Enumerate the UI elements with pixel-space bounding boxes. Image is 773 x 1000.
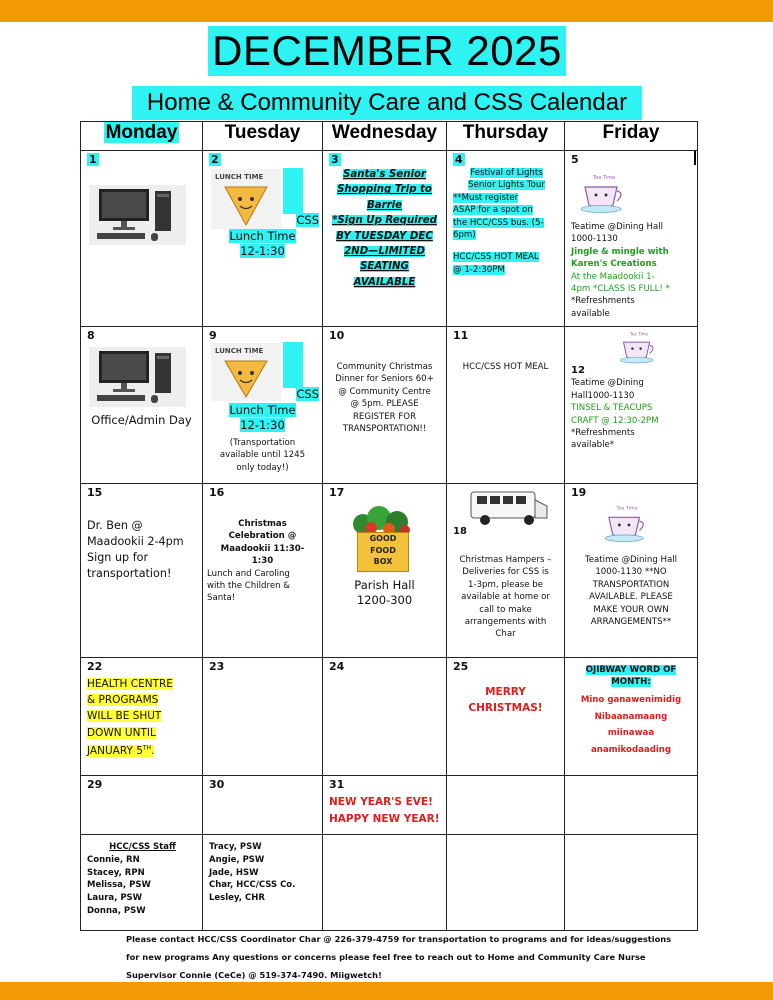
staff-member: Donna, PSW: [87, 905, 146, 916]
day-cell-9: [203, 327, 323, 484]
calendar-table: [80, 121, 698, 931]
staff-member: Jade, HSW: [209, 867, 259, 878]
day-number: 11: [453, 329, 469, 342]
day-cell-17: [323, 484, 447, 658]
parish-hall-event: Parish Hall 1200-300: [354, 578, 415, 607]
staff-member: Stacey, RPN: [87, 867, 145, 878]
event-text: Lunch Time: [229, 229, 296, 243]
day-cell-12: Tea Time 12 Teatime @Dining Hall1000-1130 TINSEL & TEACUPS CRAFT @ 12:30-2PM *Refreshments available*: [565, 327, 698, 484]
svg-text:Tea Time: Tea Time: [616, 506, 638, 512]
day-number: 16: [209, 486, 225, 499]
week-row-4: [81, 658, 698, 776]
community-dinner-event: Community Christmas Dinner for Seniors 60+ @ Community Centre @ 5pm. PLEASE REGISTER FOR TRANSPORTATION!!: [335, 362, 434, 435]
day-number: 17: [329, 486, 345, 499]
day-cell-31: [323, 776, 447, 835]
weekday-thursday: Thursday: [447, 122, 565, 151]
staff-list-2: [203, 835, 323, 931]
day-cell-3: [323, 151, 447, 327]
christmas-hampers-event: Christmas Hampers – Deliveries for CSS is 1-3pm, please be available at home or call to make arrangements with Char: [459, 555, 552, 640]
empty-cell: [565, 776, 698, 835]
staff-heading: HCC/CSS Staff: [109, 842, 176, 852]
day-cell-22: [81, 658, 203, 776]
event-text: HCC/CSS HOT MEAL: [462, 362, 549, 372]
day-cell-4: [447, 151, 565, 327]
day-number: 31: [329, 778, 345, 791]
computer-icon: [89, 347, 186, 407]
day-cell-23: [203, 658, 323, 776]
svg-text:Tea Time: Tea Time: [630, 331, 649, 337]
weekday-header-row: [81, 122, 698, 151]
teacup-icon: [579, 171, 629, 215]
week-row-1: [81, 151, 698, 327]
day-cell-19: [565, 484, 698, 658]
day-cell-2: [203, 151, 323, 327]
day-number: 12: [571, 365, 585, 376]
text-cursor: [694, 151, 696, 165]
top-orange-bar: [0, 0, 773, 22]
staff-row: [81, 835, 698, 931]
weekday-wednesday: Wednesday: [323, 122, 447, 151]
day-number: 19: [571, 486, 587, 499]
day-cell-30: [203, 776, 323, 835]
page-title: DECEMBER 2025: [208, 26, 566, 76]
svg-text:Tea Time: Tea Time: [593, 175, 616, 181]
css-highlight-block: [283, 342, 303, 388]
ojibway-word-text: Mino ganawenimidig Nibaanamaang miinawaa anamikodaading: [580, 695, 682, 755]
day-number: 8: [87, 329, 95, 342]
day-number: 29: [87, 778, 103, 791]
day-number: 23: [209, 660, 225, 673]
event-text: Office/Admin Day: [91, 413, 192, 427]
staff-member: Angie, PSW: [209, 854, 265, 865]
staff-member: Melissa, PSW: [87, 880, 151, 891]
day-cell-8: [81, 327, 203, 484]
day-number: 24: [329, 660, 345, 673]
day-number: 15: [87, 486, 103, 499]
staff-list-1: [81, 835, 203, 931]
event-text: CSS: [296, 213, 319, 227]
staff-member: Tracy, PSW: [209, 842, 262, 852]
dr-ben-event: Dr. Ben @ Maadookii 2-4pm Sign up for transportation!: [87, 519, 184, 580]
day-cell-11: [447, 327, 565, 484]
day-number: 2: [211, 153, 219, 166]
css-highlight-block: [283, 168, 303, 214]
day-cell-15: [81, 484, 203, 658]
empty-cell: [565, 835, 698, 931]
empty-cell: [323, 835, 447, 931]
staff-member: Laura, PSW: [87, 893, 143, 904]
footer-contact-info: Please contact HCC/CSS Coordinator Char @ 226-379-4759 for transportation to programs and for ideas/suggestions for new programs Any questions or concerns please feel free to reach out to Home and Community Care Nurse Supervisor Connie (CeCe) @ 519-374-7490. Miigwetch!: [126, 934, 672, 980]
day-cell-5: 5 Tea Time Teatime @Dining Hall 1000-1130 Jingle & mingle with Karen's Creations At the Maadookii 1- 4pm *CLASS IS FULL! * *Refreshments available: [565, 151, 698, 327]
good-food-box-icon: GOOD FOOD BOX: [349, 502, 415, 572]
staff-member: Char, HCC/CSS Co.: [209, 880, 296, 891]
transport-note: (Transportation available until 1245 only today!): [219, 438, 306, 473]
shutdown-notice: HEALTH CENTRE & PROGRAMS WILL BE SHUT DOWN UNTIL JANUARY 5TH.: [87, 678, 173, 758]
weekday-monday: Monday: [81, 122, 203, 151]
santa-shopping-trip-event: Santa's Senior Shopping Trip to Barrie *Sign Up Required BY TUESDAY DEC 2ND—LIMITED SEATING AVAILABLE: [332, 169, 437, 288]
ojibway-word-cell: [565, 658, 698, 776]
empty-cell: [447, 776, 565, 835]
week-row-5: [81, 776, 698, 835]
merry-christmas-text: MERRY CHRISTMAS!: [468, 686, 543, 714]
ojibway-word-heading: OJIBWAY WORD OF MONTH:: [585, 665, 677, 687]
day-cell-29: [81, 776, 203, 835]
day-cell-1: [81, 151, 203, 327]
event-text: CSS: [296, 387, 319, 401]
day-number: 5: [571, 153, 579, 166]
event-text: 12-1:30: [240, 244, 285, 258]
weekday-tuesday: Tuesday: [203, 122, 323, 151]
day-cell-16: [203, 484, 323, 658]
festival-of-lights-event: Festival of Lights Senior Lights Tour **Must register ASAP for a spot on the HCC/CSS bus. (5- 6pm) HCC/CSS HOT MEAL @ 1-2:30PM: [453, 168, 545, 275]
day-number: 25: [453, 660, 469, 673]
day-cell-24: [323, 658, 447, 776]
day-number: 10: [329, 329, 345, 342]
lunch-time-icon: LUNCH TIME: [211, 343, 281, 401]
teacup-icon: [603, 502, 651, 544]
day-number: 1: [89, 153, 97, 166]
day-cell-10: [323, 327, 447, 484]
bottom-orange-bar: [0, 982, 773, 1000]
staff-member: Connie, RN: [87, 854, 140, 865]
event-text: 12-1:30: [240, 418, 285, 432]
day-number: 4: [455, 153, 463, 166]
day-cell-25: [447, 658, 565, 776]
computer-icon: [89, 185, 186, 245]
week-row-3: [81, 484, 698, 658]
staff-member: Lesley, CHR: [209, 893, 265, 904]
event-text: Lunch Time: [229, 403, 296, 417]
empty-cell: [447, 835, 565, 931]
day-number: 18: [453, 526, 467, 537]
teatime-event: Teatime @Dining Hall 1000-1130 **NO TRANSPORTATION AVAILABLE. PLEASE MAKE YOUR OWN ARRANGEMENTS**: [584, 555, 678, 628]
bus-icon: [469, 486, 551, 528]
day-number: 30: [209, 778, 225, 791]
teacup-icon: [617, 329, 661, 365]
week-row-2: [81, 327, 698, 484]
day-number: 9: [209, 329, 217, 342]
day-number: 3: [331, 153, 339, 166]
new-year-text: NEW YEAR'S EVE! HAPPY NEW YEAR!: [329, 796, 440, 825]
day-cell-18: [447, 484, 565, 658]
weekday-friday: Friday: [565, 122, 698, 151]
lunch-time-icon: LUNCH TIME: [211, 169, 281, 229]
page-subtitle: Home & Community Care and CSS Calendar: [132, 86, 642, 120]
day-number: 22: [87, 660, 103, 673]
christmas-celebration-event: Christmas Celebration @ Maadookii 11:30- 1:30 Lunch and Caroling with the Children & Santa!: [207, 519, 305, 604]
